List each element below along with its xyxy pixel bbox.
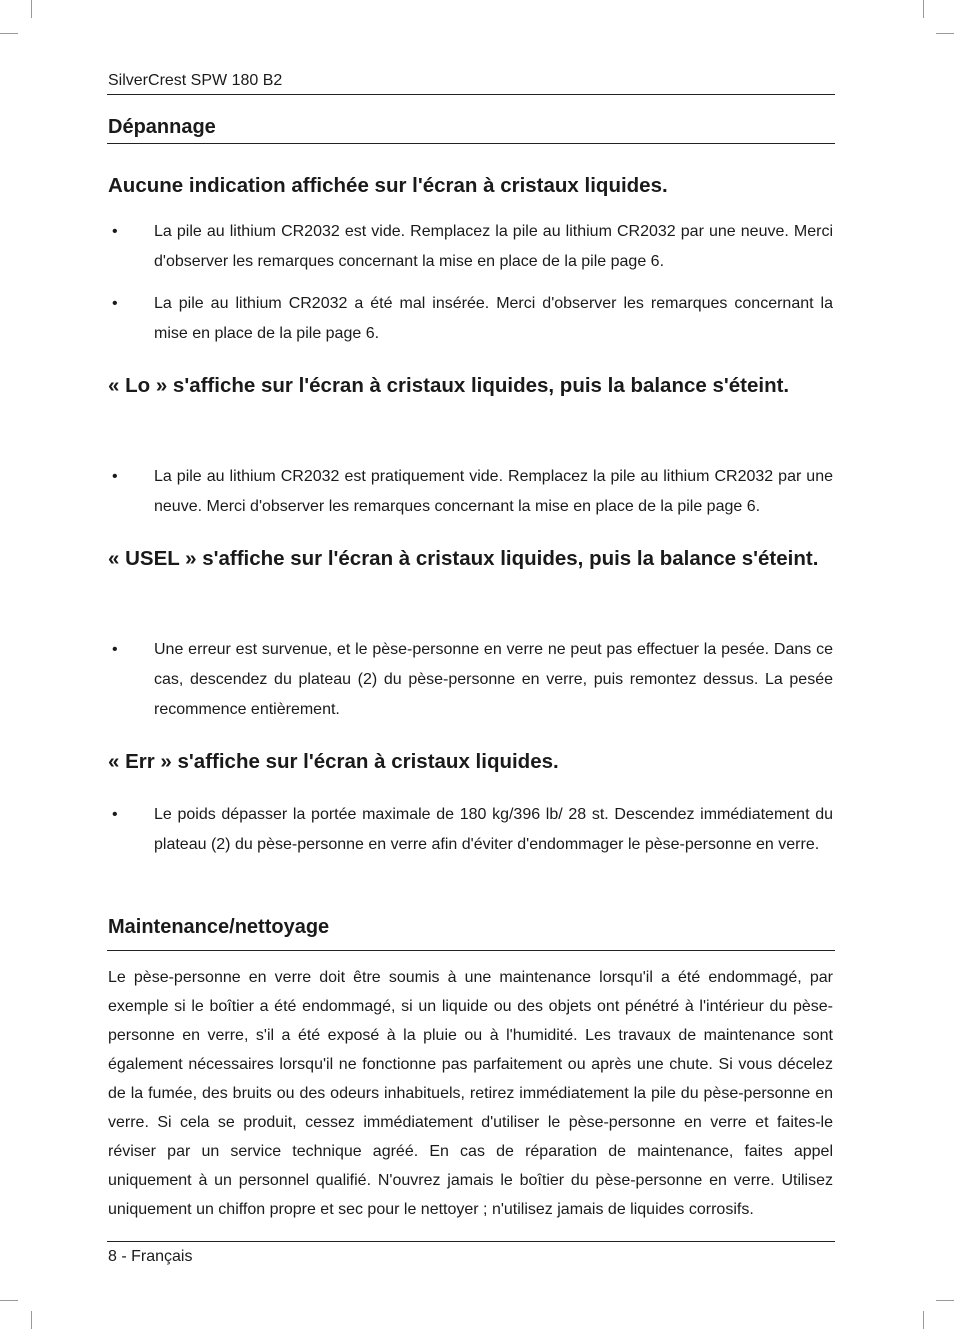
bullet-icon: • (112, 806, 118, 823)
crop-mark (31, 1311, 32, 1329)
problem-title: Aucune indication affichée sur l'écran à cristaux liquides. (108, 174, 668, 197)
list-item-text: Une erreur est survenue, et le pèse-personne en verre ne peut pas effectuer la pesée. Dans ce cas, descendez du plateau (2) du pèse-personne en verre, puis remontez dessus. La pesée recommence entièrement. (154, 641, 833, 718)
section-title-maintenance: Maintenance/nettoyage (108, 916, 330, 938)
maintenance-paragraph: Le pèse-personne en verre doit être soumis à une maintenance lorsqu'il a été endommagé, par exemple si le boîtier a été endommagé, si un liquide ou des objets ont pénétré à l'intérieur du pèse-personne en verre, s'il a été exposé à la pluie ou à l'humidité. Les travaux de maintenance sont également nécessaires lorsqu'il ne fonctionne pas parfaitement ou après une chute. Si vous décelez de la fumée, des bruits ou des odeurs inhabituels, retirez immédiatement la pile du pèse-personne en verre. Si cela se produit, cessez immédiatement d'utiliser le pèse-personne en verre et faites-le réviser par un service technique agréé. En cas de réparation de maintenance, faites appel uniquement à un personnel qualifié. N'ouvrez jamais le boîtier du pèse-personne en verre. Utilisez uniquement un chiffon propre et sec pour le nettoyer ; n'utilisez jamais de liquides corrosifs. (108, 969, 833, 1218)
page-footer: 8 - Français (108, 1248, 193, 1265)
crop-mark (936, 1300, 954, 1301)
bullet-icon: • (112, 223, 118, 240)
crop-mark (923, 0, 924, 18)
problem-title: « Lo » s'affiche sur l'écran à cristaux liquides, puis la balance s'éteint. (108, 374, 790, 397)
list-item (108, 289, 833, 349)
bullet-icon: • (112, 295, 118, 312)
list-item (108, 635, 833, 725)
list-item (108, 217, 833, 277)
section-rule (107, 950, 835, 951)
list-item (108, 462, 833, 522)
list-item-text: La pile au lithium CR2032 est pratiquement vide. Remplacez la pile au lithium CR2032 par une neuve. Merci d'observer les remarques concernant la mise en place de la pile page 6. (154, 468, 833, 515)
header-rule (107, 94, 835, 95)
problem-title: « Err » s'affiche sur l'écran à cristaux liquides. (108, 750, 559, 773)
problem-title: « USEL » s'affiche sur l'écran à cristaux liquides, puis la balance s'éteint. (108, 547, 819, 570)
section-title-troubleshooting: Dépannage (108, 116, 216, 138)
running-header: SilverCrest SPW 180 B2 (108, 72, 283, 89)
crop-mark (923, 1311, 924, 1329)
bullet-icon: • (112, 468, 118, 485)
crop-mark (0, 1300, 18, 1301)
list-item (108, 800, 833, 860)
footer-rule (107, 1241, 835, 1242)
bullet-icon: • (112, 641, 118, 658)
list-item-text: Le poids dépasser la portée maximale de 180 kg/396 lb/ 28 st. Descendez immédiatement du plateau (2) du pèse-personne en verre afin d'éviter d'endommager le pèse-personne en verre. (154, 806, 833, 853)
list-item-text: La pile au lithium CR2032 est vide. Remplacez la pile au lithium CR2032 par une neuve. Merci d'observer les remarques concernant la mise en place de la pile page 6. (154, 223, 833, 270)
crop-mark (0, 33, 18, 34)
crop-mark (936, 33, 954, 34)
section-rule (107, 143, 835, 144)
crop-mark (31, 0, 32, 18)
list-item-text: La pile au lithium CR2032 a été mal insérée. Merci d'observer les remarques concernant la mise en place de la pile page 6. (154, 295, 833, 342)
